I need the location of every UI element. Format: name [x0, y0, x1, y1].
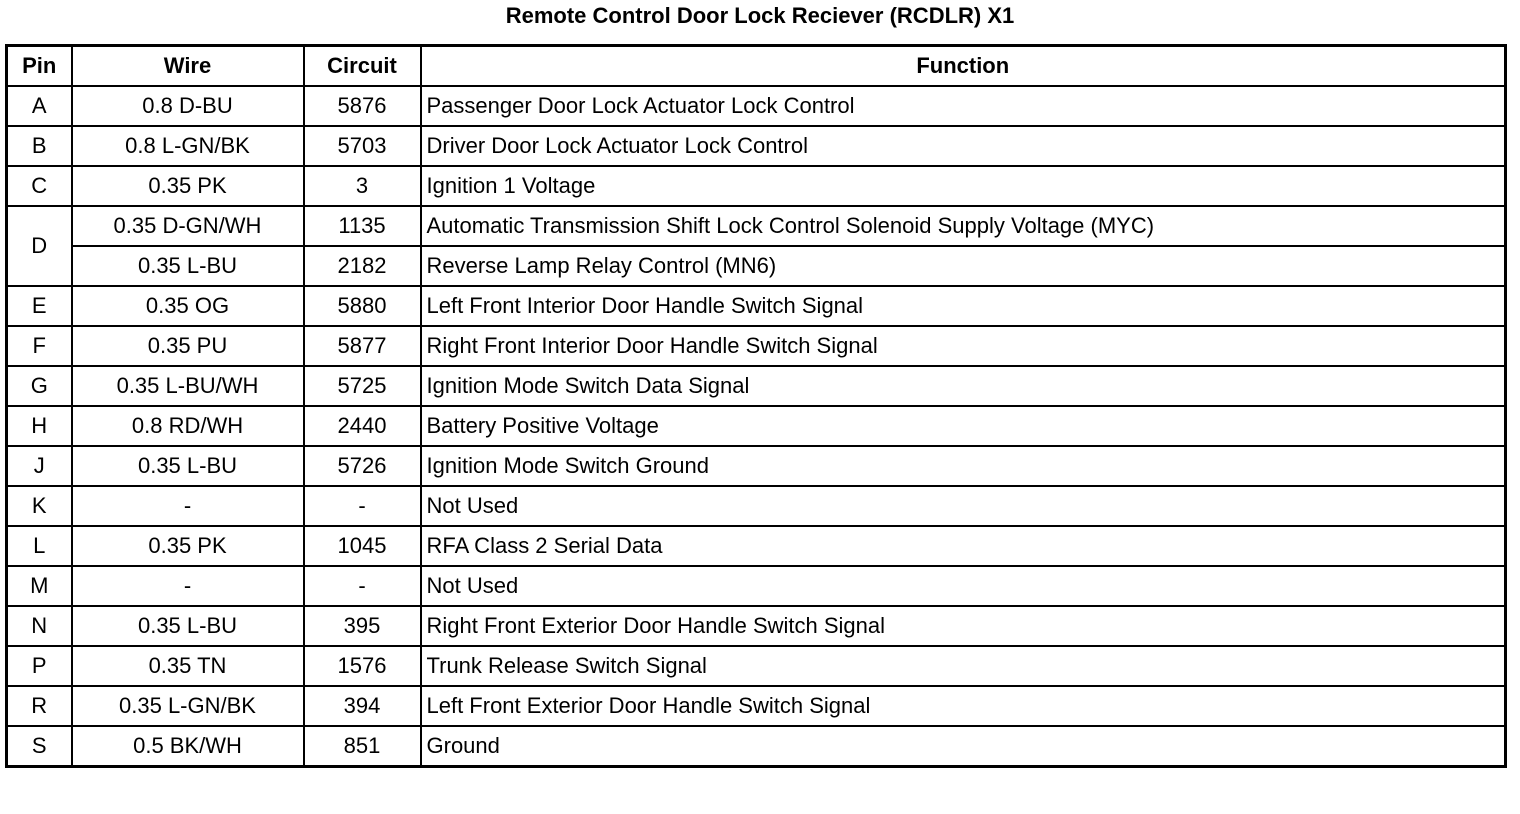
function-cell: Passenger Door Lock Actuator Lock Control [421, 86, 1506, 126]
pin-cell: M [7, 566, 72, 606]
table-row [7, 566, 1506, 606]
wire-cell: - [72, 566, 304, 606]
function-cell: RFA Class 2 Serial Data [421, 526, 1506, 566]
table-row [7, 326, 1506, 366]
pin-cell: K [7, 486, 72, 526]
circuit-cell: 394 [304, 686, 421, 726]
pin-cell: D [7, 206, 72, 286]
wire-cell: 0.35 D-GN/WH [72, 206, 304, 246]
function-cell: Ignition Mode Switch Ground [421, 446, 1506, 486]
function-cell: Reverse Lamp Relay Control (MN6) [421, 246, 1506, 286]
circuit-cell: 2440 [304, 406, 421, 446]
function-cell: Right Front Interior Door Handle Switch Signal [421, 326, 1506, 366]
circuit-cell: 395 [304, 606, 421, 646]
table-row [7, 206, 1506, 246]
table-row [7, 726, 1506, 767]
circuit-cell: 1135 [304, 206, 421, 246]
table-row [7, 646, 1506, 686]
wire-cell: 0.5 BK/WH [72, 726, 304, 767]
function-cell: Not Used [421, 566, 1506, 606]
table-row [7, 686, 1506, 726]
wire-cell: 0.8 D-BU [72, 86, 304, 126]
wire-cell: 0.35 L-BU [72, 446, 304, 486]
wire-cell: 0.35 TN [72, 646, 304, 686]
function-cell: Left Front Interior Door Handle Switch Signal [421, 286, 1506, 326]
table-row [7, 126, 1506, 166]
pin-cell: F [7, 326, 72, 366]
function-cell: Ignition 1 Voltage [421, 166, 1506, 206]
wire-cell: 0.35 OG [72, 286, 304, 326]
circuit-cell: 851 [304, 726, 421, 767]
circuit-cell: 3 [304, 166, 421, 206]
pin-cell: A [7, 86, 72, 126]
circuit-cell: 1576 [304, 646, 421, 686]
table-row [7, 446, 1506, 486]
column-header-pin: Pin [7, 46, 72, 87]
table-row [7, 486, 1506, 526]
pin-cell: J [7, 446, 72, 486]
column-header-circuit: Circuit [304, 46, 421, 87]
circuit-cell: 1045 [304, 526, 421, 566]
pin-cell: L [7, 526, 72, 566]
function-cell: Driver Door Lock Actuator Lock Control [421, 126, 1506, 166]
wire-cell: 0.35 PK [72, 166, 304, 206]
pin-cell: N [7, 606, 72, 646]
function-cell: Automatic Transmission Shift Lock Control Solenoid Supply Voltage (MYC) [421, 206, 1506, 246]
function-cell: Left Front Exterior Door Handle Switch Signal [421, 686, 1506, 726]
table-row [7, 366, 1506, 406]
pin-cell: S [7, 726, 72, 767]
function-cell: Not Used [421, 486, 1506, 526]
table-row [7, 526, 1506, 566]
function-cell: Right Front Exterior Door Handle Switch Signal [421, 606, 1506, 646]
wire-cell: 0.35 PK [72, 526, 304, 566]
table-row [7, 86, 1506, 126]
wire-cell: - [72, 486, 304, 526]
column-header-function: Function [421, 46, 1506, 87]
circuit-cell: - [304, 566, 421, 606]
column-header-wire: Wire [72, 46, 304, 87]
table-row [7, 406, 1506, 446]
circuit-cell: 5726 [304, 446, 421, 486]
wire-cell: 0.35 L-BU [72, 246, 304, 286]
wire-cell: 0.8 RD/WH [72, 406, 304, 446]
function-cell: Ignition Mode Switch Data Signal [421, 366, 1506, 406]
page-title: Remote Control Door Lock Reciever (RCDLR) X1 [505, 3, 1015, 28]
table-row [7, 246, 1506, 286]
function-cell: Trunk Release Switch Signal [421, 646, 1506, 686]
pin-cell: P [7, 646, 72, 686]
circuit-cell: - [304, 486, 421, 526]
table-row [7, 606, 1506, 646]
wire-cell: 0.35 L-BU [72, 606, 304, 646]
pin-cell: B [7, 126, 72, 166]
pinout-table [5, 44, 1507, 768]
circuit-cell: 2182 [304, 246, 421, 286]
circuit-cell: 5880 [304, 286, 421, 326]
circuit-cell: 5703 [304, 126, 421, 166]
table-row [7, 166, 1506, 206]
pin-cell: H [7, 406, 72, 446]
table-header-row [7, 46, 1506, 87]
function-cell: Battery Positive Voltage [421, 406, 1506, 446]
wire-cell: 0.8 L-GN/BK [72, 126, 304, 166]
pin-cell: R [7, 686, 72, 726]
pin-cell: G [7, 366, 72, 406]
pin-cell: E [7, 286, 72, 326]
wire-cell: 0.35 L-BU/WH [72, 366, 304, 406]
circuit-cell: 5725 [304, 366, 421, 406]
circuit-cell: 5876 [304, 86, 421, 126]
table-row [7, 286, 1506, 326]
wire-cell: 0.35 PU [72, 326, 304, 366]
function-cell: Ground [421, 726, 1506, 767]
pin-cell: C [7, 166, 72, 206]
circuit-cell: 5877 [304, 326, 421, 366]
wire-cell: 0.35 L-GN/BK [72, 686, 304, 726]
